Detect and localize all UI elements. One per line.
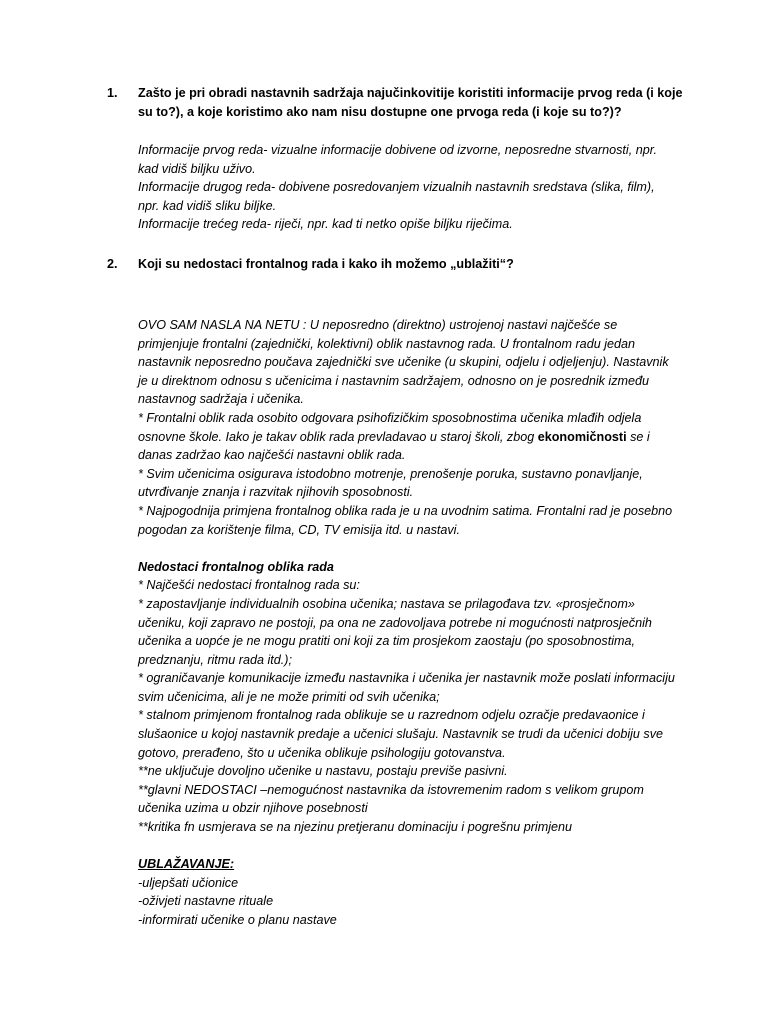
drawbacks-heading: Nedostaci frontalnog oblika rada — [138, 559, 334, 574]
point-text: * Frontalni oblik rada osobito odgovara psihofizičkim sposobnostima učenika mlađih odjela osnovne škole. Iako je takav oblik rada prevladavao u staroj školi, zbog — [138, 410, 642, 444]
question-number: 2. — [107, 257, 118, 271]
answer-2 — [138, 316, 678, 930]
drawback-item: * ograničavanje komunikacije između nastavnika i učenika jer nastavnik može poslati informaciju svim učenicima, ali je ne može primiti od svih učenika; — [138, 671, 675, 704]
mitigation-heading: UBLAŽAVANJE: — [138, 857, 235, 872]
drawback-item: * stalnom primjenom frontalnog rada oblikuje se u razrednom odjelu ozračje predavaonice i slušaonice u kojoj nastavnik predaje a učenici slušaju. Nastavnik se trudi da učenici dobiju sve gotovo, prerađeno, što u učenika oblikuje psihologiju gotovanstva. — [138, 708, 664, 760]
answer-1 — [138, 141, 678, 234]
mitigation-item: -informirati učenike o planu nastave — [138, 913, 337, 927]
question-text: Koji su nedostaci frontalnog rada i kako ih možemo „ublažiti“? — [138, 257, 514, 271]
question-text: Zašto je pri obradi nastavnih sadržaja najučinkovitije koristiti informacije prvog reda (i koje su to?), a koje koristimo ako nam nisu dostupne one prvoga reda (i koje su to?)? — [138, 86, 683, 119]
drawback-item: **glavni NEDOSTACI –nemogućnost nastavnika da istovremenim radom s velikom grupom učenika uzima u obzir njihove posebnosti — [138, 782, 644, 816]
question-number: 1. — [107, 86, 118, 100]
answer-line: Informacije trećeg reda- riječi, npr. kad ti netko opiše biljku riječima. — [138, 217, 513, 232]
spacer — [138, 539, 678, 558]
drawback-item: * Najčešći nedostaci frontalnog rada su: — [138, 578, 360, 593]
mitigation-item: -oživjeti nastavne rituale — [138, 894, 274, 909]
drawback-item: * zapostavljanje individualnih osobina učenika; nastava se prilagođava tzv. «prosječnom» učeniku, koji zapravo ne postoji, pa ona ne zadovoljava potrebe ni mogućnosti natprosječnih učenika a uopće je ne mogu pratiti oni koji za tim prosjekom zaostaju (po sposobnostima, predznanju, ritmu rada itd.); — [138, 596, 652, 667]
mitigation-item: -uljepšati učionice — [138, 875, 239, 890]
spacer — [138, 837, 678, 856]
emphasis-ekonomicnost: ekonomičnosti — [537, 429, 627, 444]
drawback-item: **kritika fn usmjerava se na njezinu pretjeranu dominaciju i pogrešnu primjenu — [138, 820, 573, 835]
drawback-item: **ne uključuje dovoljno učenike u nastavu, postaju previše pasivni. — [138, 764, 508, 779]
point-text: se i danas zadržao kao najčešći nastavni oblik rada. — [138, 429, 650, 463]
point: * Najpogodnija primjena frontalnog oblika rada je u na uvodnim satima. Frontalni rad je posebno pogodan za korištenje filma, CD, TV emisija itd. u nastavi. — [138, 503, 673, 537]
intro-paragraph: OVO SAM NASLA NA NETU : U neposredno (direktno) ustrojenoj nastavi najčešće se primjenjuje frontalni (zajednički, kolektivni) oblik nastavnog rada. U frontalnom radu jedan nastavnik neposredno poučava zajednički sve učenike (u skupini, odjelu i odjeljenju). Nastavnik je u direktnom odnosu s učenicima i nastavnim sadržajem, odnosno on je posrednik između nastavnog sadržaja i učenika. — [138, 318, 669, 407]
point-ekonomicnost — [138, 409, 678, 465]
answer-line: Informacije drugog reda- dobivene posredovanjem vizualnih nastavnih sredstava (slika, film), npr. kad vidiš sliku biljke. — [138, 180, 655, 213]
answer-line: Informacije prvog reda- vizualne informacije dobivene od izvorne, neposredne stvarnosti, npr. kad vidiš biljku uživo. — [138, 143, 657, 176]
point: * Svim učenicima osigurava istodobno motrenje, prenošenje poruka, sustavno ponavljanje, utvrđivanje znanja i razvitak njihovih sposobnosti. — [138, 466, 643, 500]
